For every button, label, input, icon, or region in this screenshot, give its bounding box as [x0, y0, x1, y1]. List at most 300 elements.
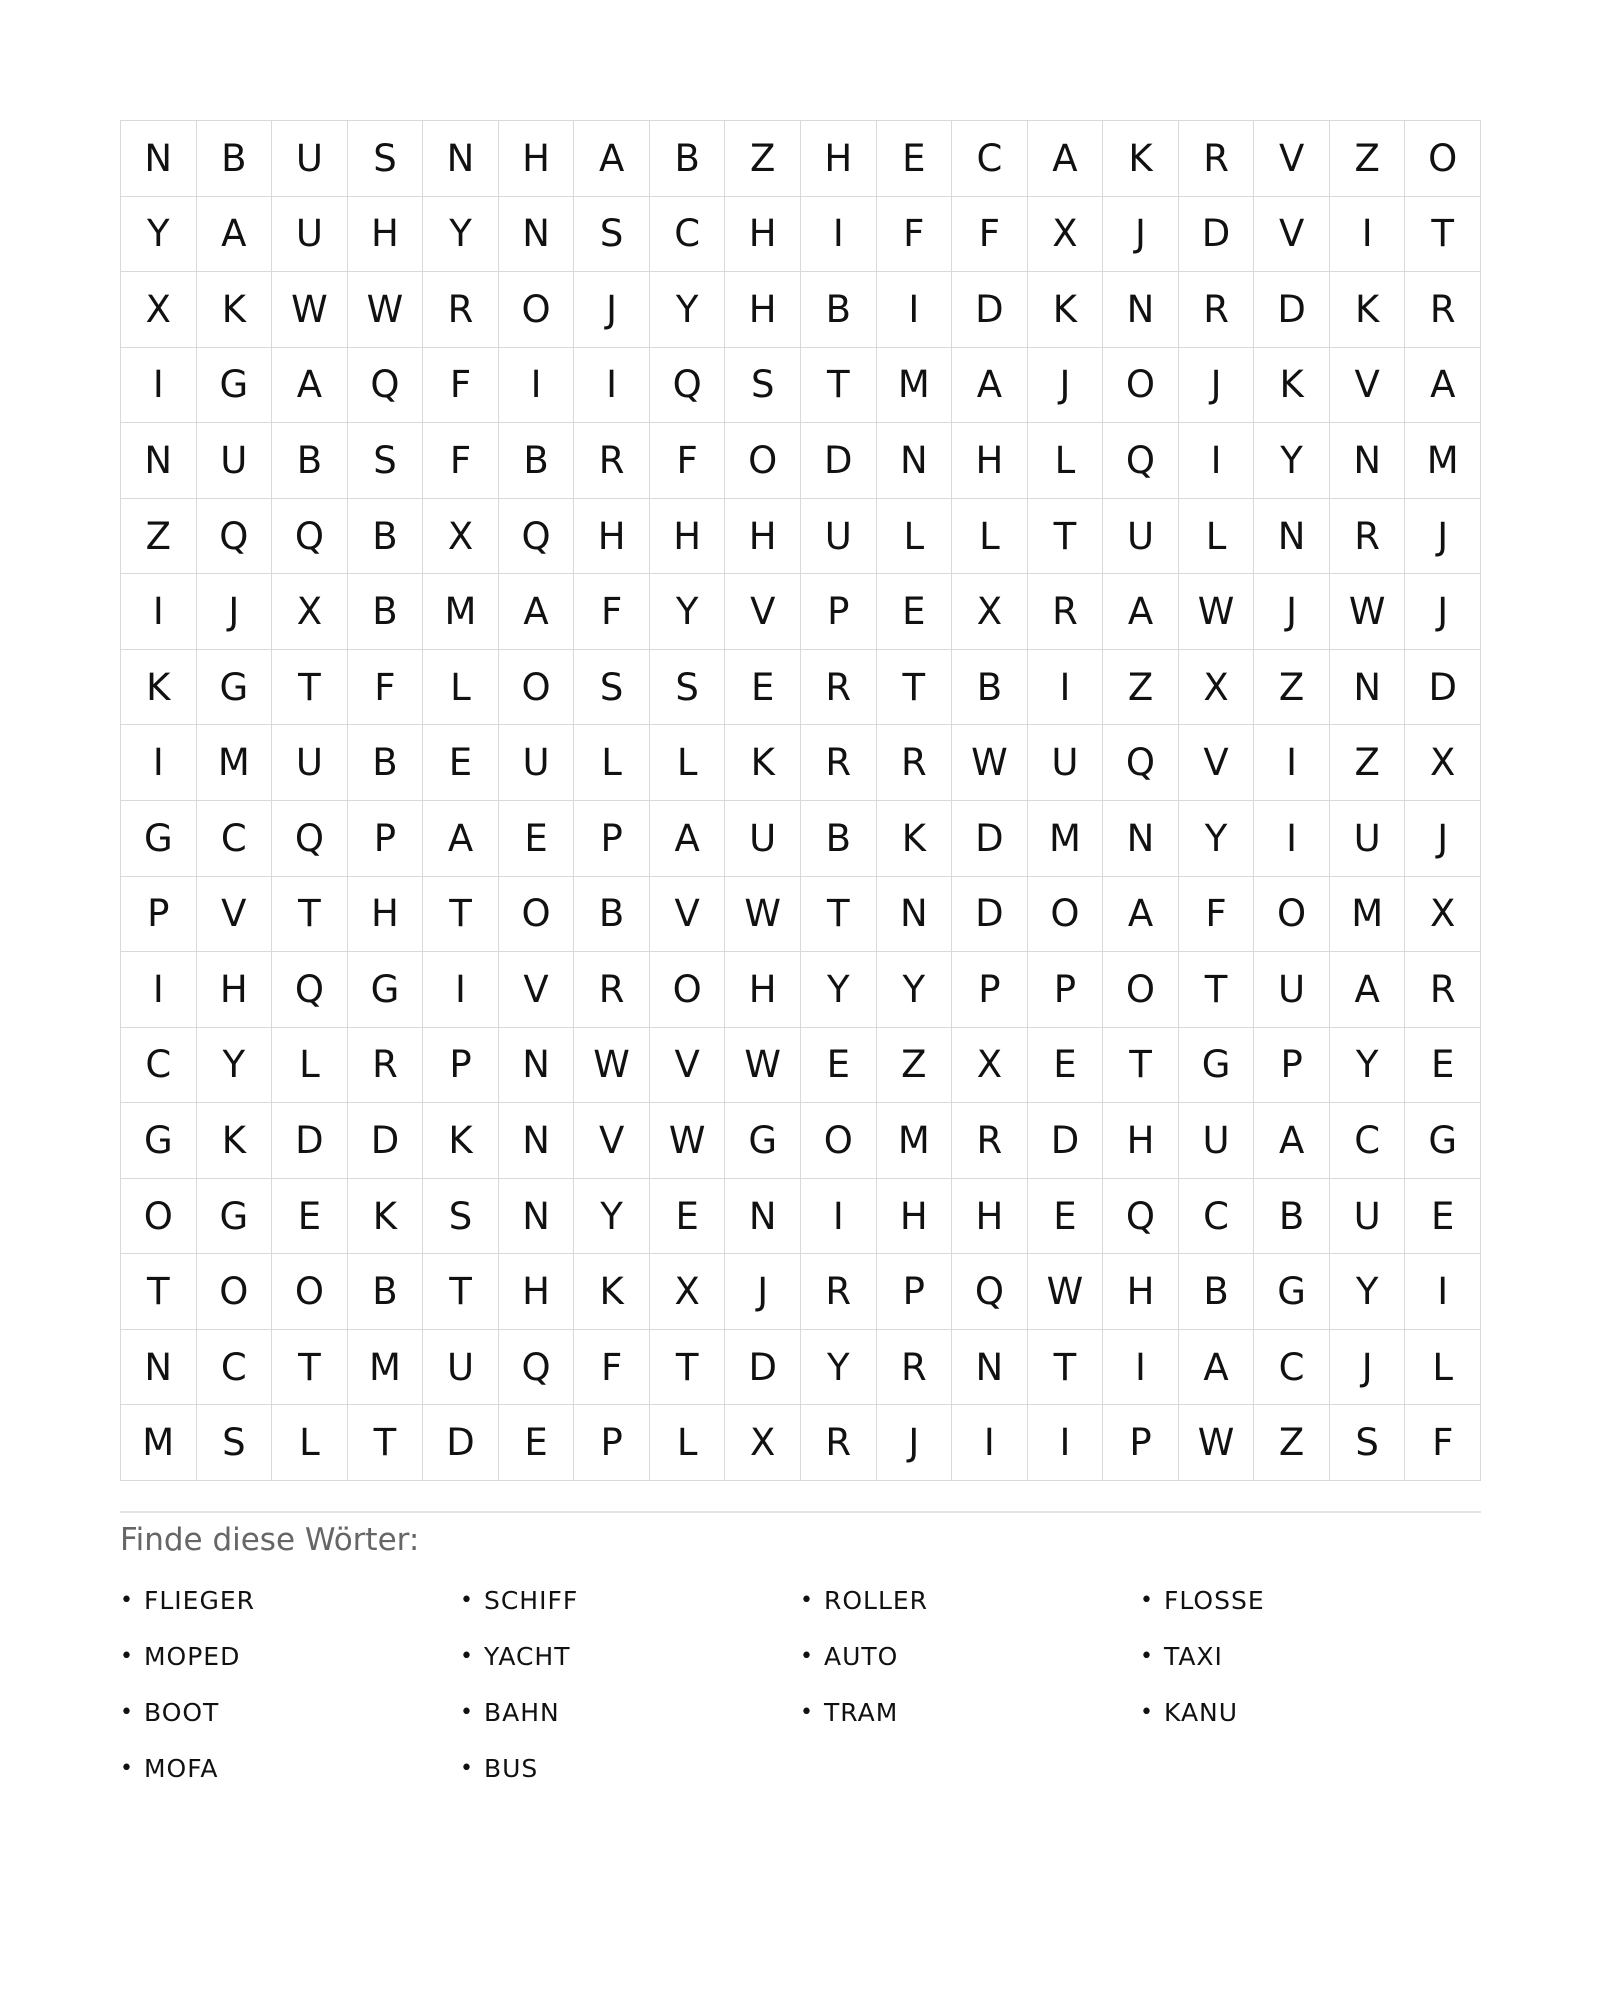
grid-cell[interactable]: E — [877, 121, 953, 197]
grid-cell[interactable]: T — [423, 1254, 499, 1330]
grid-cell[interactable]: Q — [499, 499, 575, 575]
grid-cell[interactable]: F — [348, 650, 424, 726]
grid-cell[interactable]: B — [348, 499, 424, 575]
grid-cell[interactable]: K — [197, 1103, 273, 1179]
grid-cell[interactable]: O — [1028, 877, 1104, 953]
grid-cell[interactable]: S — [1330, 1405, 1406, 1481]
grid-cell[interactable]: O — [197, 1254, 273, 1330]
grid-cell[interactable]: I — [1254, 801, 1330, 877]
grid-cell[interactable]: Z — [1254, 650, 1330, 726]
grid-cell[interactable]: V — [1179, 725, 1255, 801]
grid-cell[interactable]: F — [574, 1330, 650, 1406]
grid-cell[interactable]: O — [1103, 348, 1179, 424]
grid-cell[interactable]: N — [121, 423, 197, 499]
grid-cell[interactable]: U — [801, 499, 877, 575]
grid-cell[interactable]: G — [121, 801, 197, 877]
grid-cell[interactable]: C — [197, 801, 273, 877]
grid-cell[interactable]: N — [1103, 801, 1179, 877]
grid-cell[interactable]: U — [725, 801, 801, 877]
grid-cell[interactable]: R — [877, 725, 953, 801]
grid-cell[interactable]: Y — [423, 197, 499, 273]
grid-cell[interactable]: N — [952, 1330, 1028, 1406]
grid-cell[interactable]: C — [952, 121, 1028, 197]
grid-cell[interactable]: A — [272, 348, 348, 424]
grid-cell[interactable]: J — [1103, 197, 1179, 273]
grid-cell[interactable]: O — [801, 1103, 877, 1179]
grid-cell[interactable]: J — [1330, 1330, 1406, 1406]
grid-cell[interactable]: R — [1405, 952, 1481, 1028]
grid-cell[interactable]: X — [1405, 877, 1481, 953]
grid-cell[interactable]: R — [801, 725, 877, 801]
grid-cell[interactable]: M — [1028, 801, 1104, 877]
grid-cell[interactable]: E — [650, 1179, 726, 1255]
grid-cell[interactable]: F — [423, 423, 499, 499]
grid-cell[interactable]: Q — [650, 348, 726, 424]
grid-cell[interactable]: L — [877, 499, 953, 575]
grid-cell[interactable]: N — [877, 423, 953, 499]
grid-cell[interactable]: R — [877, 1330, 953, 1406]
grid-cell[interactable]: S — [348, 121, 424, 197]
grid-cell[interactable]: Q — [348, 348, 424, 424]
grid-cell[interactable]: K — [197, 272, 273, 348]
grid-cell[interactable]: I — [121, 725, 197, 801]
grid-cell[interactable]: D — [952, 877, 1028, 953]
grid-cell[interactable]: T — [1103, 1028, 1179, 1104]
grid-cell[interactable]: F — [1179, 877, 1255, 953]
grid-cell[interactable]: D — [801, 423, 877, 499]
grid-cell[interactable]: P — [423, 1028, 499, 1104]
grid-cell[interactable]: Z — [1330, 121, 1406, 197]
grid-cell[interactable]: Y — [1254, 423, 1330, 499]
grid-cell[interactable]: E — [725, 650, 801, 726]
grid-cell[interactable]: Q — [499, 1330, 575, 1406]
grid-cell[interactable]: I — [499, 348, 575, 424]
grid-cell[interactable]: G — [1254, 1254, 1330, 1330]
grid-cell[interactable]: K — [348, 1179, 424, 1255]
grid-cell[interactable]: Y — [801, 1330, 877, 1406]
grid-cell[interactable]: O — [1405, 121, 1481, 197]
grid-cell[interactable]: B — [348, 725, 424, 801]
grid-cell[interactable]: M — [423, 574, 499, 650]
grid-cell[interactable]: B — [1254, 1179, 1330, 1255]
grid-cell[interactable]: H — [1103, 1103, 1179, 1179]
grid-cell[interactable]: I — [877, 272, 953, 348]
grid-cell[interactable]: G — [1405, 1103, 1481, 1179]
grid-cell[interactable]: W — [1179, 574, 1255, 650]
grid-cell[interactable]: M — [877, 1103, 953, 1179]
grid-cell[interactable]: R — [348, 1028, 424, 1104]
grid-cell[interactable]: X — [1179, 650, 1255, 726]
grid-cell[interactable]: E — [272, 1179, 348, 1255]
grid-cell[interactable]: D — [952, 801, 1028, 877]
grid-cell[interactable]: O — [499, 650, 575, 726]
grid-cell[interactable]: V — [574, 1103, 650, 1179]
grid-cell[interactable]: U — [499, 725, 575, 801]
grid-cell[interactable]: P — [1103, 1405, 1179, 1481]
grid-cell[interactable]: A — [1028, 121, 1104, 197]
grid-cell[interactable]: Y — [650, 272, 726, 348]
grid-cell[interactable]: C — [1330, 1103, 1406, 1179]
grid-cell[interactable]: Q — [272, 952, 348, 1028]
grid-cell[interactable]: H — [725, 272, 801, 348]
grid-cell[interactable]: H — [725, 952, 801, 1028]
grid-cell[interactable]: T — [348, 1405, 424, 1481]
grid-cell[interactable]: W — [348, 272, 424, 348]
grid-cell[interactable]: Q — [1103, 725, 1179, 801]
grid-cell[interactable]: Y — [877, 952, 953, 1028]
grid-cell[interactable]: Y — [197, 1028, 273, 1104]
grid-cell[interactable]: Y — [574, 1179, 650, 1255]
grid-cell[interactable]: J — [1405, 499, 1481, 575]
grid-cell[interactable]: W — [1028, 1254, 1104, 1330]
grid-cell[interactable]: R — [952, 1103, 1028, 1179]
grid-cell[interactable]: O — [499, 877, 575, 953]
grid-cell[interactable]: S — [650, 650, 726, 726]
grid-cell[interactable]: Y — [1179, 801, 1255, 877]
grid-cell[interactable]: B — [650, 121, 726, 197]
grid-cell[interactable]: Y — [801, 952, 877, 1028]
grid-cell[interactable]: N — [121, 1330, 197, 1406]
grid-cell[interactable]: E — [1405, 1028, 1481, 1104]
grid-cell[interactable]: I — [1028, 650, 1104, 726]
grid-cell[interactable]: E — [499, 801, 575, 877]
grid-cell[interactable]: U — [1254, 952, 1330, 1028]
grid-cell[interactable]: R — [801, 650, 877, 726]
grid-cell[interactable]: A — [197, 197, 273, 273]
grid-cell[interactable]: W — [952, 725, 1028, 801]
grid-cell[interactable]: Q — [272, 499, 348, 575]
grid-cell[interactable]: A — [423, 801, 499, 877]
grid-cell[interactable]: X — [650, 1254, 726, 1330]
grid-cell[interactable]: B — [348, 574, 424, 650]
grid-cell[interactable]: J — [877, 1405, 953, 1481]
grid-cell[interactable]: X — [272, 574, 348, 650]
grid-cell[interactable]: V — [499, 952, 575, 1028]
grid-cell[interactable]: H — [574, 499, 650, 575]
grid-cell[interactable]: F — [650, 423, 726, 499]
grid-cell[interactable]: V — [650, 1028, 726, 1104]
grid-cell[interactable]: I — [1405, 1254, 1481, 1330]
grid-cell[interactable]: Q — [197, 499, 273, 575]
grid-cell[interactable]: T — [877, 650, 953, 726]
grid-cell[interactable]: X — [952, 574, 1028, 650]
grid-cell[interactable]: M — [348, 1330, 424, 1406]
grid-cell[interactable]: D — [952, 272, 1028, 348]
grid-cell[interactable]: N — [877, 877, 953, 953]
grid-cell[interactable]: Z — [877, 1028, 953, 1104]
grid-cell[interactable]: C — [650, 197, 726, 273]
grid-cell[interactable]: B — [574, 877, 650, 953]
grid-cell[interactable]: H — [952, 1179, 1028, 1255]
grid-cell[interactable]: W — [1179, 1405, 1255, 1481]
grid-cell[interactable]: A — [1103, 574, 1179, 650]
grid-cell[interactable]: D — [423, 1405, 499, 1481]
grid-cell[interactable]: D — [272, 1103, 348, 1179]
grid-cell[interactable]: J — [1405, 574, 1481, 650]
grid-cell[interactable]: P — [574, 1405, 650, 1481]
grid-cell[interactable]: I — [952, 1405, 1028, 1481]
grid-cell[interactable]: Y — [121, 197, 197, 273]
grid-cell[interactable]: D — [1179, 197, 1255, 273]
grid-cell[interactable]: P — [801, 574, 877, 650]
grid-cell[interactable]: B — [499, 423, 575, 499]
grid-cell[interactable]: U — [272, 197, 348, 273]
grid-cell[interactable]: N — [1330, 423, 1406, 499]
grid-cell[interactable]: E — [423, 725, 499, 801]
grid-cell[interactable]: Q — [272, 801, 348, 877]
grid-cell[interactable]: K — [1254, 348, 1330, 424]
grid-cell[interactable]: I — [574, 348, 650, 424]
grid-cell[interactable]: E — [1028, 1179, 1104, 1255]
grid-cell[interactable]: N — [121, 121, 197, 197]
grid-cell[interactable]: N — [1103, 272, 1179, 348]
grid-cell[interactable]: M — [1405, 423, 1481, 499]
grid-cell[interactable]: M — [121, 1405, 197, 1481]
grid-cell[interactable]: A — [1179, 1330, 1255, 1406]
grid-cell[interactable]: W — [725, 877, 801, 953]
grid-cell[interactable]: O — [1103, 952, 1179, 1028]
grid-cell[interactable]: J — [197, 574, 273, 650]
grid-cell[interactable]: O — [725, 423, 801, 499]
grid-cell[interactable]: R — [423, 272, 499, 348]
grid-cell[interactable]: N — [423, 121, 499, 197]
grid-cell[interactable]: U — [272, 121, 348, 197]
grid-cell[interactable]: L — [650, 1405, 726, 1481]
grid-cell[interactable]: K — [121, 650, 197, 726]
grid-cell[interactable]: H — [348, 877, 424, 953]
grid-cell[interactable]: U — [1028, 725, 1104, 801]
grid-cell[interactable]: F — [952, 197, 1028, 273]
grid-cell[interactable]: G — [197, 650, 273, 726]
grid-cell[interactable]: Y — [1330, 1254, 1406, 1330]
grid-cell[interactable]: J — [1405, 801, 1481, 877]
grid-cell[interactable]: R — [801, 1405, 877, 1481]
grid-cell[interactable]: W — [1330, 574, 1406, 650]
grid-cell[interactable]: K — [1103, 121, 1179, 197]
grid-cell[interactable]: A — [1103, 877, 1179, 953]
grid-cell[interactable]: S — [725, 348, 801, 424]
grid-cell[interactable]: T — [423, 877, 499, 953]
grid-cell[interactable]: U — [1330, 801, 1406, 877]
grid-cell[interactable]: Z — [1254, 1405, 1330, 1481]
grid-cell[interactable]: A — [499, 574, 575, 650]
grid-cell[interactable]: P — [121, 877, 197, 953]
grid-cell[interactable]: K — [725, 725, 801, 801]
grid-cell[interactable]: B — [952, 650, 1028, 726]
grid-cell[interactable]: M — [197, 725, 273, 801]
grid-cell[interactable]: L — [272, 1405, 348, 1481]
grid-cell[interactable]: A — [650, 801, 726, 877]
grid-cell[interactable]: B — [197, 121, 273, 197]
grid-cell[interactable]: H — [499, 1254, 575, 1330]
grid-cell[interactable]: J — [725, 1254, 801, 1330]
grid-cell[interactable]: J — [574, 272, 650, 348]
grid-cell[interactable]: K — [1028, 272, 1104, 348]
grid-cell[interactable]: G — [121, 1103, 197, 1179]
grid-cell[interactable]: O — [650, 952, 726, 1028]
grid-cell[interactable]: N — [725, 1179, 801, 1255]
grid-cell[interactable]: C — [1254, 1330, 1330, 1406]
grid-cell[interactable]: T — [1405, 197, 1481, 273]
grid-cell[interactable]: Z — [1103, 650, 1179, 726]
grid-cell[interactable]: J — [1254, 574, 1330, 650]
grid-cell[interactable]: K — [1330, 272, 1406, 348]
grid-cell[interactable]: R — [801, 1254, 877, 1330]
grid-cell[interactable]: K — [877, 801, 953, 877]
grid-cell[interactable]: W — [574, 1028, 650, 1104]
grid-cell[interactable]: T — [801, 348, 877, 424]
grid-cell[interactable]: L — [574, 725, 650, 801]
grid-cell[interactable]: H — [1103, 1254, 1179, 1330]
grid-cell[interactable]: V — [1330, 348, 1406, 424]
grid-cell[interactable]: R — [1405, 272, 1481, 348]
grid-cell[interactable]: H — [725, 197, 801, 273]
grid-cell[interactable]: Q — [1103, 1179, 1179, 1255]
grid-cell[interactable]: V — [1254, 197, 1330, 273]
grid-cell[interactable]: V — [650, 877, 726, 953]
grid-cell[interactable]: R — [574, 952, 650, 1028]
grid-cell[interactable]: N — [1254, 499, 1330, 575]
grid-cell[interactable]: L — [952, 499, 1028, 575]
grid-cell[interactable]: G — [725, 1103, 801, 1179]
grid-cell[interactable]: A — [1405, 348, 1481, 424]
grid-cell[interactable]: N — [499, 1179, 575, 1255]
grid-cell[interactable]: G — [197, 1179, 273, 1255]
grid-cell[interactable]: T — [801, 877, 877, 953]
grid-cell[interactable]: E — [499, 1405, 575, 1481]
grid-cell[interactable]: H — [650, 499, 726, 575]
grid-cell[interactable]: T — [650, 1330, 726, 1406]
grid-cell[interactable]: Z — [1330, 725, 1406, 801]
grid-cell[interactable]: M — [877, 348, 953, 424]
grid-cell[interactable]: V — [725, 574, 801, 650]
grid-cell[interactable]: W — [725, 1028, 801, 1104]
grid-cell[interactable]: N — [1330, 650, 1406, 726]
grid-cell[interactable]: T — [1179, 952, 1255, 1028]
grid-cell[interactable]: P — [574, 801, 650, 877]
grid-cell[interactable]: O — [272, 1254, 348, 1330]
grid-cell[interactable]: U — [1179, 1103, 1255, 1179]
grid-cell[interactable]: M — [1330, 877, 1406, 953]
grid-cell[interactable]: U — [423, 1330, 499, 1406]
grid-cell[interactable]: T — [272, 650, 348, 726]
grid-cell[interactable]: Y — [650, 574, 726, 650]
grid-cell[interactable]: C — [121, 1028, 197, 1104]
grid-cell[interactable]: E — [1028, 1028, 1104, 1104]
grid-cell[interactable]: J — [1028, 348, 1104, 424]
grid-cell[interactable]: A — [574, 121, 650, 197]
grid-cell[interactable]: Z — [725, 121, 801, 197]
grid-cell[interactable]: B — [272, 423, 348, 499]
grid-cell[interactable]: L — [272, 1028, 348, 1104]
grid-cell[interactable]: S — [423, 1179, 499, 1255]
grid-cell[interactable]: I — [801, 1179, 877, 1255]
grid-cell[interactable]: I — [1330, 197, 1406, 273]
grid-cell[interactable]: H — [952, 423, 1028, 499]
grid-cell[interactable]: E — [1405, 1179, 1481, 1255]
grid-cell[interactable]: I — [1028, 1405, 1104, 1481]
grid-cell[interactable]: X — [1028, 197, 1104, 273]
grid-cell[interactable]: I — [1103, 1330, 1179, 1406]
grid-cell[interactable]: N — [499, 197, 575, 273]
grid-cell[interactable]: A — [1330, 952, 1406, 1028]
grid-cell[interactable]: C — [1179, 1179, 1255, 1255]
grid-cell[interactable]: L — [650, 725, 726, 801]
grid-cell[interactable]: Q — [952, 1254, 1028, 1330]
grid-cell[interactable]: D — [1254, 272, 1330, 348]
grid-cell[interactable]: V — [197, 877, 273, 953]
grid-cell[interactable]: L — [1028, 423, 1104, 499]
grid-cell[interactable]: B — [348, 1254, 424, 1330]
grid-cell[interactable]: R — [574, 423, 650, 499]
grid-cell[interactable]: I — [801, 197, 877, 273]
grid-cell[interactable]: I — [1254, 725, 1330, 801]
grid-cell[interactable]: T — [272, 1330, 348, 1406]
grid-cell[interactable]: I — [1179, 423, 1255, 499]
grid-cell[interactable]: T — [1028, 499, 1104, 575]
grid-cell[interactable]: P — [348, 801, 424, 877]
grid-cell[interactable]: X — [952, 1028, 1028, 1104]
grid-cell[interactable]: R — [1179, 121, 1255, 197]
grid-cell[interactable]: X — [1405, 725, 1481, 801]
grid-cell[interactable]: I — [121, 348, 197, 424]
grid-cell[interactable]: L — [423, 650, 499, 726]
grid-cell[interactable]: O — [1254, 877, 1330, 953]
grid-cell[interactable]: R — [1330, 499, 1406, 575]
grid-cell[interactable]: H — [197, 952, 273, 1028]
grid-cell[interactable]: X — [725, 1405, 801, 1481]
grid-cell[interactable]: O — [121, 1179, 197, 1255]
grid-cell[interactable]: X — [423, 499, 499, 575]
grid-cell[interactable]: A — [1254, 1103, 1330, 1179]
grid-cell[interactable]: H — [499, 121, 575, 197]
grid-cell[interactable]: D — [1028, 1103, 1104, 1179]
grid-cell[interactable]: T — [121, 1254, 197, 1330]
grid-cell[interactable]: K — [423, 1103, 499, 1179]
grid-cell[interactable]: Z — [121, 499, 197, 575]
grid-cell[interactable]: B — [801, 801, 877, 877]
grid-cell[interactable]: R — [1028, 574, 1104, 650]
grid-cell[interactable]: Q — [1103, 423, 1179, 499]
grid-cell[interactable]: P — [1254, 1028, 1330, 1104]
grid-cell[interactable]: S — [197, 1405, 273, 1481]
grid-cell[interactable]: E — [877, 574, 953, 650]
grid-cell[interactable]: N — [499, 1103, 575, 1179]
grid-cell[interactable]: U — [1330, 1179, 1406, 1255]
grid-cell[interactable]: U — [272, 725, 348, 801]
grid-cell[interactable]: I — [121, 574, 197, 650]
grid-cell[interactable]: Y — [1330, 1028, 1406, 1104]
grid-cell[interactable]: D — [348, 1103, 424, 1179]
grid-cell[interactable]: C — [197, 1330, 273, 1406]
grid-cell[interactable]: R — [1179, 272, 1255, 348]
grid-cell[interactable]: G — [1179, 1028, 1255, 1104]
grid-cell[interactable]: G — [197, 348, 273, 424]
grid-cell[interactable]: I — [423, 952, 499, 1028]
grid-cell[interactable]: S — [348, 423, 424, 499]
grid-cell[interactable]: F — [877, 197, 953, 273]
grid-cell[interactable]: U — [1103, 499, 1179, 575]
grid-cell[interactable]: I — [121, 952, 197, 1028]
grid-cell[interactable]: A — [952, 348, 1028, 424]
grid-cell[interactable]: B — [801, 272, 877, 348]
grid-cell[interactable]: H — [877, 1179, 953, 1255]
grid-cell[interactable]: G — [348, 952, 424, 1028]
grid-cell[interactable]: L — [1405, 1330, 1481, 1406]
grid-cell[interactable]: F — [574, 574, 650, 650]
grid-cell[interactable]: S — [574, 650, 650, 726]
grid-cell[interactable]: B — [1179, 1254, 1255, 1330]
